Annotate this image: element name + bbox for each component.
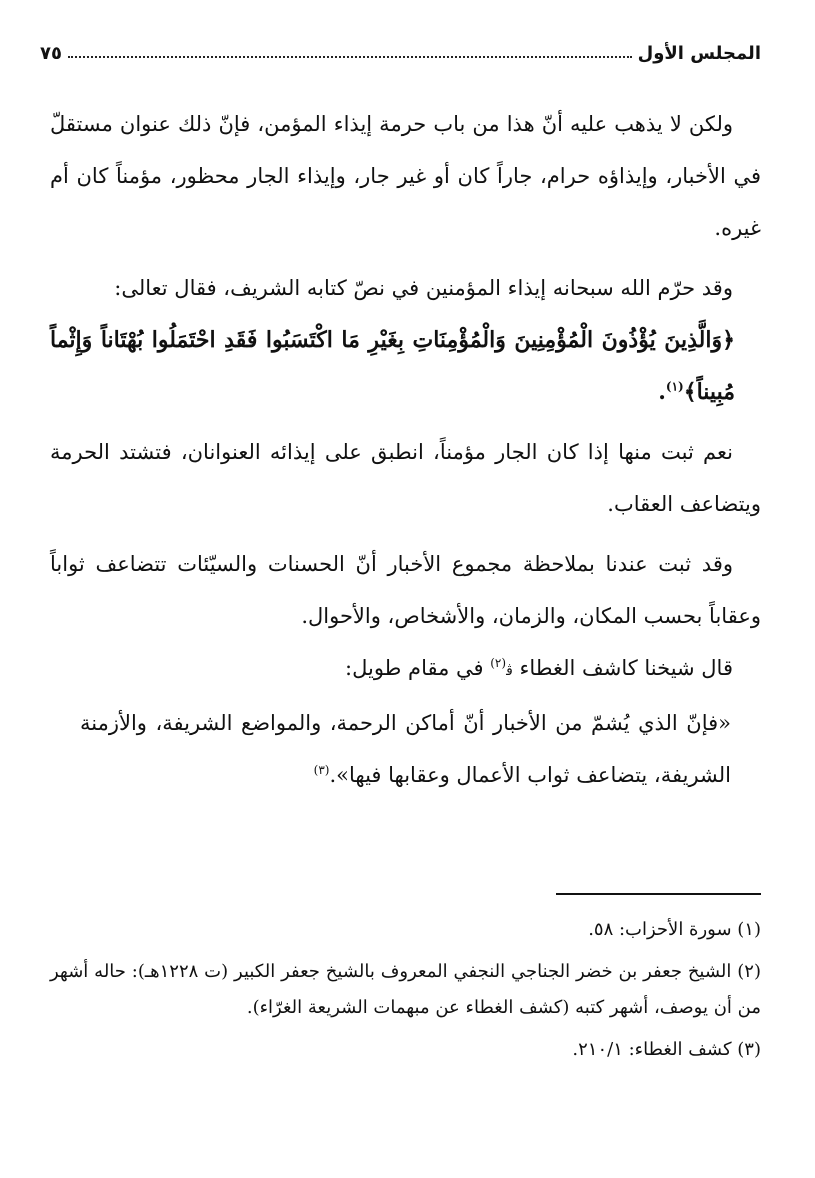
quran-verse (50, 314, 761, 418)
footnote-ref-1[interactable]: (١) (665, 379, 684, 394)
verse-text: ﴿وَالَّذِينَ يُؤْذُونَ الْمُؤْمِنِينَ وَالْمُؤْمِنَاتِ بِغَيْرِ مَا اكْتَسَبُوا فَقَدِ احْتَمَلُوا بُهْتَاناً وَإِثْماً مُبِيناً﴾ (50, 327, 735, 405)
quote-text: «فإنّ الذي يُشمّ من الأخبار أنّ أماكن الرحمة، والمواضع الشريفة، والأزمنة الشريفة، يتضاعف ثواب الأعمال وعقابها فيها». (80, 711, 731, 787)
header-dot-leader (68, 56, 632, 58)
paragraph-5-end: في مقام طويل: (345, 656, 491, 680)
paragraph-3: نعم ثبت منها إذا كان الجار مؤمناً، انطبق على إيذائه العنوانان، فتشتد الحرمة ويتضاعف العقاب. (50, 440, 761, 516)
paragraph-5 (50, 642, 761, 697)
footnote-3: (٣) كشف الغطاء: ٢١٠/١. (572, 1039, 761, 1060)
main-text (50, 98, 761, 801)
block-quote (50, 697, 761, 801)
footnote-2: (٢) الشيخ جعفر بن خضر الجناجي النجفي المعروف بالشيخ جعفر الكبير (ت ١٢٢٨هـ): حاله أشهر من أن يوصف، أشهر كتبه (كشف الغطاء عن مبهمات الشريعة الغرّاء). (50, 961, 761, 1018)
page-header (40, 36, 761, 64)
paragraph-4: وقد ثبت عندنا بملاحظة مجموع الأخبار أنّ الحسنات والسيّئات تتضاعف ثواباً وعقاباً بحسب المكان، والزمان، والأشخاص، والأحوال. (50, 552, 761, 628)
honorific-symbol: ﭬ (506, 663, 513, 679)
footnote-ref-3[interactable]: (٣) (313, 763, 330, 777)
page-number: ٧٥ (40, 43, 62, 64)
paragraph-5-start: قال شيخنا كاشف الغطاء (519, 656, 733, 680)
footnote-ref-2[interactable]: (٢) (490, 656, 507, 670)
footnote-1: (١) سورة الأحزاب: ٥٨. (588, 919, 761, 940)
footnote-separator (556, 893, 761, 895)
footnotes (50, 912, 761, 1074)
running-title: المجلس الأول (637, 43, 761, 64)
verse-end: . (658, 379, 666, 405)
paragraph-2: وقد حرّم الله سبحانه إيذاء المؤمنين في نصّ كتابه الشريف، فقال تعالى: (114, 276, 733, 300)
paragraph-1: ولكن لا يذهب عليه أنّ هذا من باب حرمة إيذاء المؤمن، فإنّ ذلك عنوان مستقلّ في الأخبار، وإيذاؤه حرام، جاراً كان أو غير جار، وإيذاء الجار محظور، مؤمناً كان أم غيره. (50, 112, 761, 240)
